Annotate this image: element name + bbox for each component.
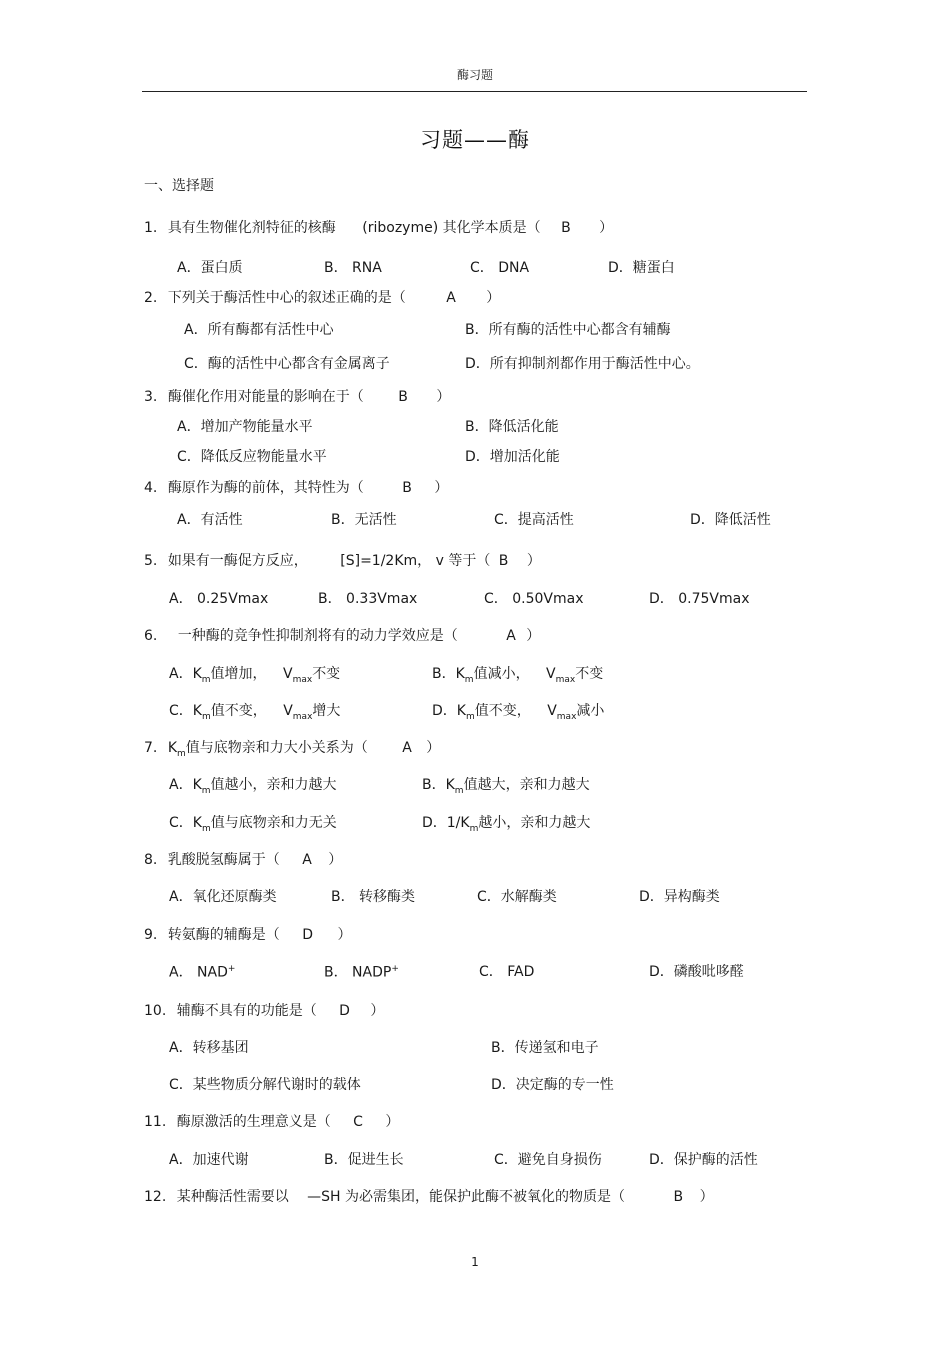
answer: A xyxy=(302,852,312,868)
question-3: 3. 酶催化作用对能量的影响在于（ B ） xyxy=(144,389,451,405)
option-c: C．某些物质分解代谢时的载体 xyxy=(169,1077,361,1093)
option-b: B．促进生长 xyxy=(324,1152,404,1168)
option-b: B． 转移酶类 xyxy=(331,889,416,905)
option-a: A． 0.25Vmax xyxy=(169,591,269,607)
answer: A xyxy=(506,628,516,644)
section-heading: 一、选择题 xyxy=(144,178,214,194)
header-rule xyxy=(142,91,807,92)
option-d: D．决定酶的专一性 xyxy=(491,1077,614,1093)
option-d: D．糖蛋白 xyxy=(608,260,675,276)
option-a: A．$K_m$值增加， $V_{max}$不变 xyxy=(169,666,341,685)
option-a: A．有活性 xyxy=(177,512,243,528)
option-a: A．蛋白质 xyxy=(177,260,243,276)
option-b: B．$K_m$值减小， $V_{max}$不变 xyxy=(432,666,604,685)
question-9: 9. 转氨酶的辅酶是（ D ） xyxy=(144,927,352,943)
option-a: A．加速代谢 xyxy=(169,1152,249,1168)
answer: A xyxy=(446,290,456,306)
option-c: C． 0.50Vmax xyxy=(484,591,584,607)
option-c: C．避免自身损伤 xyxy=(494,1152,602,1168)
option-d: D． 0.75Vmax xyxy=(649,591,750,607)
option-c: C．酶的活性中心都含有金属离子 xyxy=(184,356,390,372)
option-d: D．$1/K_m$越小，亲和力越大 xyxy=(422,815,591,834)
question-8: 8. 乳酸脱氢酶属于（ A ） xyxy=(144,852,343,868)
option-b: B．降低活化能 xyxy=(465,419,559,435)
option-a: A．转移基团 xyxy=(169,1040,249,1056)
option-d: D．磷酸吡哆醛 xyxy=(649,964,744,980)
option-d: D．所有抑制剂都作用于酶活性中心。 xyxy=(465,356,700,372)
option-b: B．所有酶的活性中心都含有辅酶 xyxy=(465,322,671,338)
option-a: A．氧化还原酶类 xyxy=(169,889,277,905)
question-11: 11. 酶原激活的生理意义是（ C ） xyxy=(144,1114,400,1130)
question-6: 6. 一种酶的竞争性抑制剂将有的动力学效应是（ A ） xyxy=(144,628,541,644)
option-d: D．$K_m$值不变， $V_{max}$减小 xyxy=(432,703,605,722)
answer: D xyxy=(302,927,314,943)
option-a: A．所有酶都有活性中心 xyxy=(184,322,334,338)
running-header: 酶习题 xyxy=(456,68,493,82)
option-d: D．异构酶类 xyxy=(639,889,720,905)
page-number: 1 xyxy=(471,1255,479,1269)
option-a: A．增加产物能量水平 xyxy=(177,419,313,435)
question-1: 1. 具有生物催化剂特征的核酶 (ribozyme) 其化学本质是（ B ） xyxy=(144,220,614,236)
option-a: A． NAD+ xyxy=(169,964,236,981)
option-c: C．$K_m$值不变， $V_{max}$增大 xyxy=(169,703,341,722)
answer: C xyxy=(353,1114,363,1130)
option-b: B．无活性 xyxy=(331,512,397,528)
option-c: C． FAD xyxy=(479,964,535,980)
question-4: 4. 酶原作为酶的前体，其特性为（ B ） xyxy=(144,480,449,496)
option-b: B．$K_m$值越大，亲和力越大 xyxy=(422,777,590,796)
answer: B xyxy=(673,1189,684,1205)
question-10: 10. 辅酶不具有的功能是（ D ） xyxy=(144,1003,385,1019)
option-c: C．水解酶类 xyxy=(477,889,557,905)
answer: B xyxy=(402,480,412,496)
option-d: D．降低活性 xyxy=(690,512,771,528)
option-c: C． DNA xyxy=(470,260,530,276)
option-c: C．$K_m$值与底物亲和力无关 xyxy=(169,815,337,834)
option-b: B．传递氢和电子 xyxy=(491,1040,599,1056)
question-7: 7. $K_m$值与底物亲和力大小关系为（ A ） xyxy=(144,740,441,759)
option-c: C．降低反应物能量水平 xyxy=(177,449,327,465)
option-b: B． RNA xyxy=(324,260,382,276)
document-title: 习题——酶 xyxy=(420,128,530,152)
answer: A xyxy=(402,740,412,756)
option-c: C．提高活性 xyxy=(494,512,574,528)
option-b: B． 0.33Vmax xyxy=(318,591,418,607)
option-d: D．增加活化能 xyxy=(465,449,560,465)
question-5: 5. 如果有一酶促方反应， [S]=1/2Km， v 等于（ B ） xyxy=(144,553,541,569)
option-d: D．保护酶的活性 xyxy=(649,1152,758,1168)
answer: B xyxy=(398,389,408,405)
answer: D xyxy=(339,1003,350,1019)
question-12: 12. 某种酶活性需要以 —SH 为必需集团，能保护此酶不被氧化的物质是（ B ） xyxy=(144,1189,714,1205)
option-b: B． NADP+ xyxy=(324,964,399,981)
answer: B xyxy=(561,220,571,236)
question-2: 2. 下列关于酶活性中心的叙述正确的是（ A ） xyxy=(144,290,501,306)
answer: B xyxy=(498,553,509,569)
option-a: A．$K_m$值越小，亲和力越大 xyxy=(169,777,337,796)
